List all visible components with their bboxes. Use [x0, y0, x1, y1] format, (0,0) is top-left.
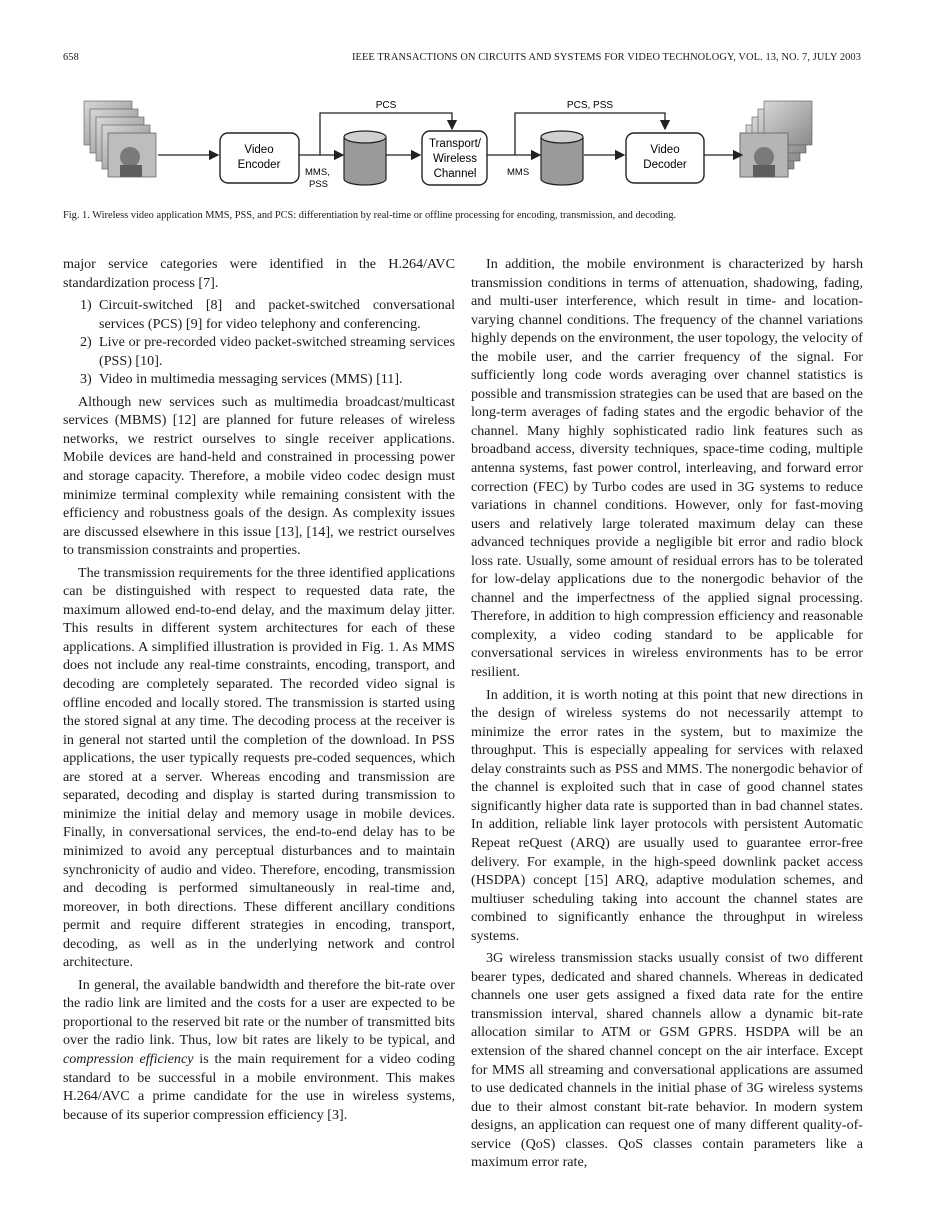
page-number: 658 — [63, 52, 79, 63]
label-pcs-pss: PCS, PSS — [566, 100, 614, 111]
paragraph: In general, the available bandwidth and therefore the bit-rate over the radio link are limited and the costs for a user are expected to be proportional to the reserved bit rate or the number of transmitted bits over the radio link. Thus, low bit rates are likely to be typical, and compression efficiency is the main requirement for a video coding standard to be successful in a mobile environment. This makes H.264/AVC a prime candidate for the use in wireless systems, because of its superior compression efficiency [3]. — [63, 976, 456, 1123]
figure-1 — [80, 95, 870, 205]
paragraph: Although new services such as multimedia broadcast/multicast services (MBMS) [12] are planned for future releases of wireless networks, we restrict ourselves to single receiver applications. Mobile devices are hand-held and constrained in processing power and storage capacity. Therefore, a mobile video codec design must minimize terminal complexity while remaining consistent with the efficiency and robustness goals of the design. As complexity issues are discussed elsewhere in this issue [13], [14], we restrict ourselves to transmission constraints and properties. — [63, 393, 455, 559]
left-column — [63, 255, 455, 1124]
video-frames-icon — [84, 101, 156, 177]
list-item: 2) Live or pre-recorded video packet-switched streaming services (PSS) [10]. — [80, 334, 455, 369]
channel-label-2: Wireless — [432, 153, 478, 165]
running-title: IEEE TRANSACTIONS ON CIRCUITS AND SYSTEMS FOR VIDEO TECHNOLOGY, VOL. 13, NO. 7, JULY 2003 — [351, 52, 861, 63]
encoder-label-2: Encoder — [237, 159, 281, 171]
label-pcs: PCS — [375, 100, 397, 111]
paragraph: 3G wireless transmission stacks usually consist of two different bearer types, dedicated and shared channels. Whereas in dedicated channels one user gets assigned a fixed data rate for the entire transmission interval, shared channels allow a dynamic bit-rate allocation similar to ATM or GSM GPRS. HSDPA will be an extension of the shared channel concept on the air interface. Except for MMS all streaming and conversational applications are assumed to use dedicated channels in the initial phase of 3G wireless systems due to their almost constant bit-rate behavior. In modern system designs, an application can request one of many different quality-of-service (QoS) classes. QoS classes contain parameters like a maximum error rate, — [471, 950, 863, 1171]
decoder-label-1: Video — [650, 144, 680, 156]
paragraph: In addition, it is worth noting at this point that new directions in the design of wireless systems do not necessarily attempt to minimize the error rates in the system, but to maximize the throughput. This is especially appealing for services with relaxed delay constraints such as PSS and MMS. The nonergodic behavior of the channel is exploited such that in case of good channel states significantly higher data rate is supported than in bad channel states. In addition, reliable link layer protocols with persistent Automatic Repeat reQuest (ARQ) are usually used to guarantee error-free delivery. For example, in the high-speed downlink packet access (HSDPA) concept [15] ARQ, adaptive modulation schemes, and multiuser scheduling taking into account the channel states are combined to significantly enhance the throughput in wireless systems. — [471, 686, 863, 944]
paragraph: In addition, the mobile environment is characterized by harsh transmission conditions in terms of attenuation, shadowing, fading, and multi-user interference, which result in time- and location-varying channel conditions. The frequency of the channel variations highly depends on the environment, the user topology, the velocity of the mobile user, and the carrier frequency of the signal. For sufficiently long code words averaging over channel statistics is possible and transmission strategies can be used that are based on the long-term averages of fading states and the ergodic behavior of the channel. Many highly sophisticated radio link features such as broadband access, diversity techniques, space-time coding, multiple antenna systems, fast power control, interleaving, and forward error correction (FEC) by Turbo codes are used in 3G systems to reduce variations in channel conditions. However, only for fast-moving users and relatively large tolerated maximum delay can these advanced techniques provide a negligible bit error and radio block loss rate. Usually, some amount of residual errors has to be tolerated for low-delay applications due to the nonergodic behavior of the channel and the imperfectness of the applied signal processing. Therefore, in addition to high compression efficiency and reasonable complexity, a video coding standard to be applicable for conversational services in wireless environments has to be error resilient. — [471, 256, 863, 681]
running-header — [63, 52, 861, 68]
paragraph: major service categories were identified in the H.264/AVC standardization process [7]. — [63, 256, 455, 291]
label-mms-pss-1: MMS, — [305, 167, 330, 178]
database-icon-2 — [541, 131, 583, 185]
right-column — [471, 255, 863, 1172]
list-item: 1) Circuit-switched [8] and packet-switched conversational services (PCS) [9] for video telephony and conferencing. — [80, 297, 455, 332]
video-encoder-box — [220, 133, 299, 183]
decoder-label-2: Decoder — [643, 159, 687, 171]
video-frames-output-icon — [740, 101, 812, 177]
figure-caption: Fig. 1. Wireless video application MMS, PSS, and PCS: differentiation by real-time or offline processing for encoding, transmission, and decoding. — [63, 210, 677, 221]
video-decoder-box — [626, 133, 704, 183]
database-icon — [344, 131, 386, 185]
label-mms-pss-2: PSS — [309, 179, 329, 190]
label-mms: MMS — [507, 167, 530, 178]
list-item: 3) Video in multimedia messaging services (MMS) [11]. — [80, 371, 403, 388]
channel-label-1: Transport/ — [429, 138, 481, 150]
service-list — [63, 296, 455, 389]
system-diagram — [80, 95, 870, 205]
channel-label-3: Channel — [433, 168, 477, 180]
paragraph: The transmission requirements for the three identified applications can be distinguished with respect to requested data rate, the maximum allowed end-to-end delay, and the maximum delay jitter. This results in different system architectures for each of these applications. A simplified illustration is provided in Fig. 1. As MMS does not include any real-time constraints, encoding, transport, and decoding are completely separated. The recorded video signal is offline encoded and locally stored. The transmission is started using the stored signal at any time. The decoding process at the receiver is in general not started until the completion of the download. In PSS applications, the user typically requests pre-coded sequences, which are stored at a server. Whereas encoding and transmission are separated, decoding and display is started during transmission to minimize the initial delay and memory usage in mobile devices. Finally, in conversational services, the end-to-end delay has to be minimized to avoid any perceptual disturbances and to maintain synchronicity of audio and video. Therefore, encoding, transmission and decoding is performed simultaneously in real-time and, moreover, in both directions. These different ancillary conditions permit and require different strategies in encoding, transport, decoding, as well as in the underlying network and control architecture. — [63, 564, 455, 971]
encoder-label-1: Video — [244, 144, 274, 156]
